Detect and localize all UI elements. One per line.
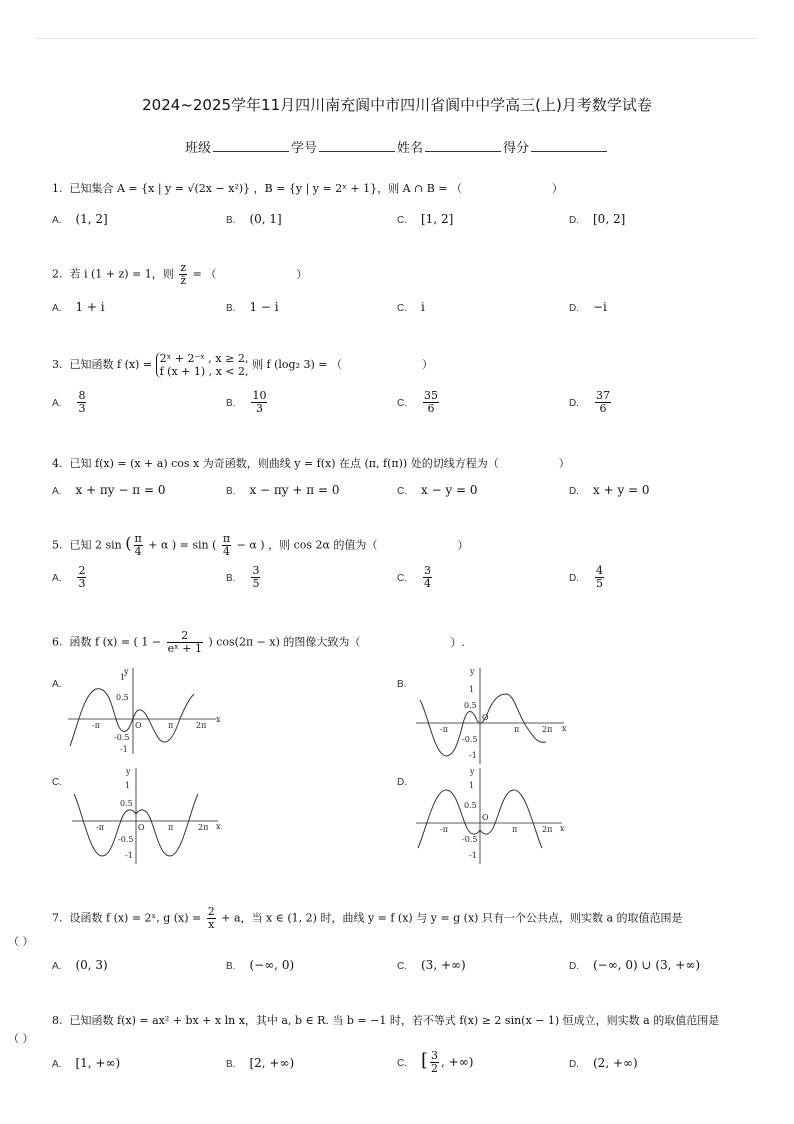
exam-title: 2024~2025学年11月四川南充阆中市四川省阆中中学高三(上)月考数学试卷	[142, 96, 652, 114]
option-b[interactable]: B. x − πy + π = 0	[226, 483, 340, 497]
question-8	[8, 1012, 752, 1075]
svg-text:x: x	[216, 715, 221, 724]
option-c[interactable]: C. $\frac{3}{4}$	[397, 564, 431, 590]
svg-text:0.5: 0.5	[464, 801, 477, 810]
option-d[interactable]: D. (2, +∞)	[569, 1056, 638, 1070]
svg-text:-1: -1	[125, 851, 133, 860]
svg-text:O: O	[482, 713, 489, 722]
option-a[interactable]: A. (0, 3)	[52, 958, 108, 972]
question-7-stem: 7. 设函数 f (x) = 2ˣ, g (x) = $\frac{2}{x}$ + a，当 x ∈ (1, 2) 时，曲线 y = f (x) 与 y = g (x) 只有一个公共点，则实数 a 的取值范围是	[52, 905, 683, 931]
svg-text:-1: -1	[120, 745, 128, 754]
option-d[interactable]: D. x + y = 0	[569, 483, 650, 497]
option-d[interactable]: D. (−∞, 0) ∪ (3, +∞)	[569, 958, 701, 972]
score-label: 得分	[503, 141, 530, 156]
graph-option-d	[412, 764, 572, 868]
svg-text:2π: 2π	[542, 725, 553, 734]
option-d[interactable]: D.	[397, 777, 407, 788]
question-8-stem-cont: （ ）	[8, 1032, 34, 1045]
question-1	[52, 180, 752, 226]
student-info-fields	[0, 137, 794, 156]
option-d[interactable]: D. $\frac{4}{5}$	[569, 564, 603, 590]
option-b[interactable]: B. (−∞, 0)	[226, 958, 295, 972]
svg-text:π: π	[514, 725, 520, 734]
option-a[interactable]: A. [1, +∞)	[52, 1056, 121, 1070]
svg-text:2π: 2π	[196, 721, 207, 730]
svg-text:0.5: 0.5	[116, 693, 129, 702]
svg-text:y: y	[126, 767, 131, 776]
question-5-stem: 5. 已知 2 sin ( $\frac{\pi}{4}$ + α ) = sin ( $\frac{\pi}{4}$ − α ) ，则 cos 2α 的值为（ ）	[52, 532, 469, 558]
svg-text:-π: -π	[92, 721, 100, 730]
question-2	[52, 261, 752, 314]
question-7-stem-cont: （ ）	[8, 935, 34, 948]
option-b[interactable]: B. $\frac{3}{5}$	[226, 564, 260, 590]
question-6-stem: 6. 函数 f (x) = ( 1 − $\frac{2}{\text{eˣ + 1}}$ ) cos(2π − x) 的图像大致为（ ）.	[52, 629, 465, 655]
option-d[interactable]: D. −i	[569, 300, 607, 314]
svg-text:-1: -1	[469, 851, 477, 860]
svg-text:π: π	[512, 825, 518, 834]
name-blank[interactable]	[425, 151, 501, 152]
svg-text:2π: 2π	[542, 825, 553, 834]
question-4-stem: 4. 已知 f(x) = (x + a) cos x 为奇函数，则曲线 y = f(x) 在点 (π, f(π)) 处的切线方程为（ ）	[52, 457, 570, 470]
question-5	[52, 532, 752, 590]
class-blank[interactable]	[213, 151, 289, 152]
svg-text:1: 1	[120, 673, 126, 682]
option-a[interactable]: A.	[52, 679, 62, 690]
option-a[interactable]: A. x + πy − π = 0	[52, 483, 166, 497]
option-c[interactable]: C.	[52, 777, 62, 788]
score-blank[interactable]	[531, 151, 607, 152]
option-d[interactable]: D. $\frac{37}{6}$	[569, 389, 610, 415]
svg-text:-π: -π	[440, 725, 448, 734]
svg-text:-0.5: -0.5	[118, 835, 134, 844]
option-c[interactable]: C. [1, 2]	[397, 212, 454, 226]
question-1-stem: 1. 已知集合 A = {x | y = √(2x − x²)} ，B = {y | y = 2ˣ + 1}，则 A ∩ B = （ ）	[52, 182, 564, 195]
svg-text:0.5: 0.5	[120, 799, 133, 808]
svg-text:π: π	[168, 721, 174, 730]
option-a[interactable]: A. $\frac{2}{3}$	[52, 564, 86, 590]
svg-text:-π: -π	[96, 823, 104, 832]
svg-text:O: O	[135, 721, 142, 730]
option-b[interactable]: B. $\frac{10}{3}$	[226, 389, 267, 415]
svg-text:1: 1	[469, 781, 475, 790]
option-b[interactable]: B. (0, 1]	[226, 212, 282, 226]
option-b[interactable]: B.	[397, 679, 407, 690]
svg-text:O: O	[138, 823, 145, 832]
question-2-stem: 2. 若 i (1 + z) = 1，则 $\frac{z}{z̄}$ = （ ）	[52, 261, 308, 287]
svg-text:x: x	[562, 724, 567, 733]
class-label: 班级	[184, 141, 211, 156]
svg-text:-0.5: -0.5	[114, 733, 130, 742]
graph-option-c	[68, 764, 228, 868]
option-a[interactable]: A. (1, 2]	[52, 212, 108, 226]
option-d[interactable]: D. [0, 2]	[569, 212, 626, 226]
svg-text:1: 1	[469, 685, 475, 694]
option-b[interactable]: B. [2, +∞)	[226, 1056, 295, 1070]
option-c[interactable]: C. x − y = 0	[397, 483, 478, 497]
svg-text:2π: 2π	[198, 823, 209, 832]
id-blank[interactable]	[319, 151, 395, 152]
question-7	[8, 905, 752, 972]
option-c[interactable]: C. i	[397, 300, 425, 314]
option-c[interactable]: C. (3, +∞)	[397, 958, 466, 972]
svg-text:-1: -1	[469, 751, 477, 760]
svg-text:x: x	[216, 822, 221, 831]
svg-text:x: x	[560, 824, 565, 833]
svg-text:0.5: 0.5	[464, 701, 477, 710]
option-a[interactable]: A. 1 + i	[52, 300, 105, 314]
svg-text:-0.5: -0.5	[462, 735, 478, 744]
question-3-stem: 3. 已知函数 f (x) = 2ˣ + 2⁻ˣ , x ≥ 2, f (x + 1) , x < 2, 则 f (log₂ 3) = （ ）	[52, 352, 433, 378]
name-label: 姓名	[397, 141, 424, 156]
question-4	[52, 455, 752, 497]
option-c[interactable]: C. $\frac{35}{6}$	[397, 389, 438, 415]
svg-text:y: y	[470, 767, 475, 776]
top-divider	[36, 38, 758, 39]
option-c[interactable]: C. [ $\frac{3}{2}$ , +∞)	[397, 1049, 474, 1075]
question-6	[52, 630, 752, 655]
svg-text:π: π	[168, 823, 174, 832]
svg-text:y: y	[470, 667, 475, 676]
svg-text:-0.5: -0.5	[462, 835, 478, 844]
svg-text:O: O	[482, 813, 489, 822]
svg-text:y: y	[124, 667, 129, 676]
option-b[interactable]: B. 1 − i	[226, 300, 279, 314]
svg-text:1: 1	[125, 781, 131, 790]
graph-option-b	[412, 664, 572, 768]
id-label: 学号	[290, 141, 317, 156]
question-8-stem: 8. 已知函数 f(x) = ax² + bx + x ln x，其中 a, b ∈ R. 当 b = −1 时，若不等式 f(x) ≥ 2 sin(x − 1) 恒成立，则实数 a 的取值范围是	[52, 1014, 720, 1027]
option-a[interactable]: A. $\frac{8}{3}$	[52, 389, 86, 415]
question-3	[52, 352, 752, 415]
svg-text:-π: -π	[440, 825, 448, 834]
graph-option-a	[64, 664, 224, 756]
